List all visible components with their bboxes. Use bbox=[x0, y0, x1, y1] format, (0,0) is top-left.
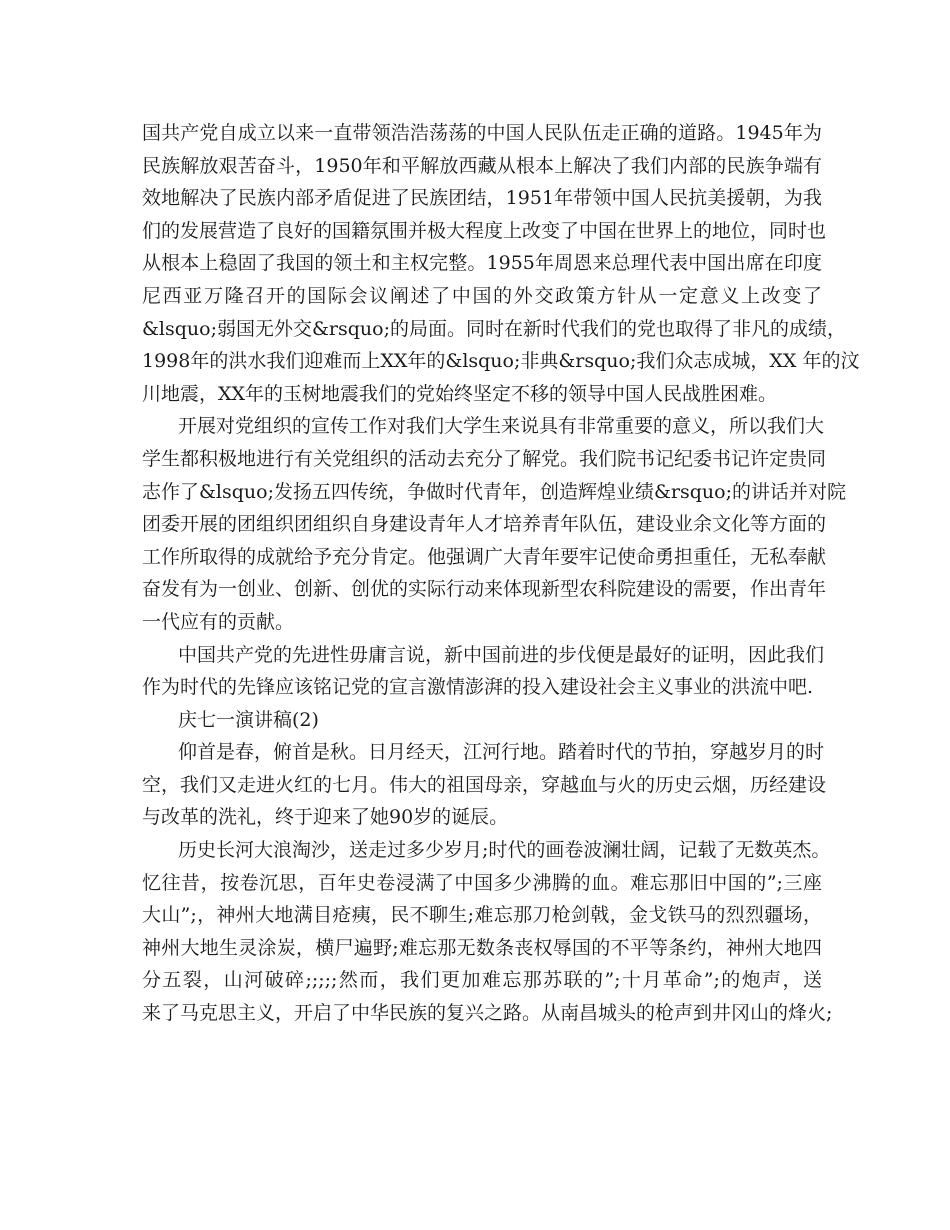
text-line: 仰首是春，俯首是秋。日月经天，江河行地。踏着时代的节拍，穿越岁月的时 bbox=[178, 741, 825, 764]
document-page bbox=[142, 117, 860, 1030]
text-line: 团委开展的团组织团组织自身建设青年人才培养青年队伍，建设业余文化等方面的 bbox=[142, 513, 827, 536]
text-line: 庆七一演讲稿(2) bbox=[178, 708, 319, 731]
text-line: 历史长河大浪淘沙，送走过多少岁月;时代的画卷波澜壮阔，记载了无数英杰。 bbox=[178, 839, 831, 862]
text-line: 来了马克思主义，开启了中华民族的复兴之路。从南昌城头的枪声到井冈山的烽火; bbox=[142, 1002, 833, 1025]
text-line: 们的发展营造了良好的国籍氛围并极大程度上改变了中国在世界上的地位，同时也 bbox=[142, 219, 827, 242]
text-line: &lsquo;弱国无外交&rsquo;的局面。同时在新时代我们的党也取得了非凡的成绩， bbox=[142, 317, 846, 340]
text-line: 效地解决了民族内部矛盾促进了民族团结，1951年带领中国人民抗美援朝，为我 bbox=[142, 187, 822, 210]
text-line: 川地震，XX年的玉树地震我们的党始终坚定不移的领导中国人民战胜困难。 bbox=[142, 382, 778, 405]
text-line: 大山”;，神州大地满目疮痍，民不聊生;难忘那刀枪剑戟，金戈铁马的烈烈疆场， bbox=[142, 904, 822, 927]
text-line: 神州大地生灵涂炭，横尸遍野;难忘那无数条丧权辱国的不平等条约，神州大地四 bbox=[142, 936, 822, 959]
text-line: 工作所取得的成就给予充分肯定。他强调广大青年要牢记使命勇担重任，无私奉献 bbox=[142, 545, 827, 568]
text-line: 学生都积极地进行有关党组织的活动去充分了解党。我们院书记纪委书记许定贵同 bbox=[142, 447, 827, 470]
text-line: 作为时代的先锋应该铭记党的宣言激情澎湃的投入建设社会主义事业的洪流中吧. bbox=[142, 676, 814, 699]
text-line: 中国共产党的先进性毋庸言说，新中国前进的步伐便是最好的证明，因此我们 bbox=[178, 643, 825, 666]
text-line: 开展对党组织的宣传工作对我们大学生来说具有非常重要的意义，所以我们大 bbox=[178, 415, 825, 438]
text-line: 民族解放艰苦奋斗，1950年和平解放西藏从根本上解决了我们内部的民族争端有 bbox=[142, 154, 822, 177]
text-line: 志作了&lsquo;发扬五四传统，争做时代青年，创造辉煌业绩&rsquo;的讲话并对院 bbox=[142, 480, 846, 503]
text-line: 1998年的洪水我们迎难而上XX年的&lsquo;非典&rsquo;我们众志成城，XX 年的汶 bbox=[142, 350, 860, 373]
text-line: 与改革的洗礼，终于迎来了她90岁的诞辰。 bbox=[142, 806, 509, 829]
text-line: 尼西亚万隆召开的国际会议阐述了中国的外交政策方针从一定意义上改变了 bbox=[142, 284, 822, 307]
text-line: 国共产党自成立以来一直带领浩浩荡荡的中国人民队伍走正确的道路。1945年为 bbox=[142, 122, 822, 144]
text-line: 分五裂，山河破碎;;;;;然而，我们更加难忘那苏联的”;十月革命”;的炮声，送 bbox=[142, 969, 822, 992]
text-line: 一代应有的贡献。 bbox=[142, 610, 295, 633]
text-line: 奋发有为一创业、创新、创优的实际行动来体现新型农科院建设的需要，作出青年 bbox=[142, 578, 827, 601]
text-line: 空，我们又走进火红的七月。伟大的祖国母亲，穿越血与火的历史云烟，历经建设 bbox=[142, 773, 827, 796]
text-line: 忆往昔，按卷沉思，百年史卷浸满了中国多少沸腾的血。难忘那旧中国的”;三座 bbox=[142, 871, 822, 894]
text-line: 从根本上稳固了我国的领土和主权完整。1955年周恩来总理代表中国出席在印度 bbox=[142, 252, 822, 275]
